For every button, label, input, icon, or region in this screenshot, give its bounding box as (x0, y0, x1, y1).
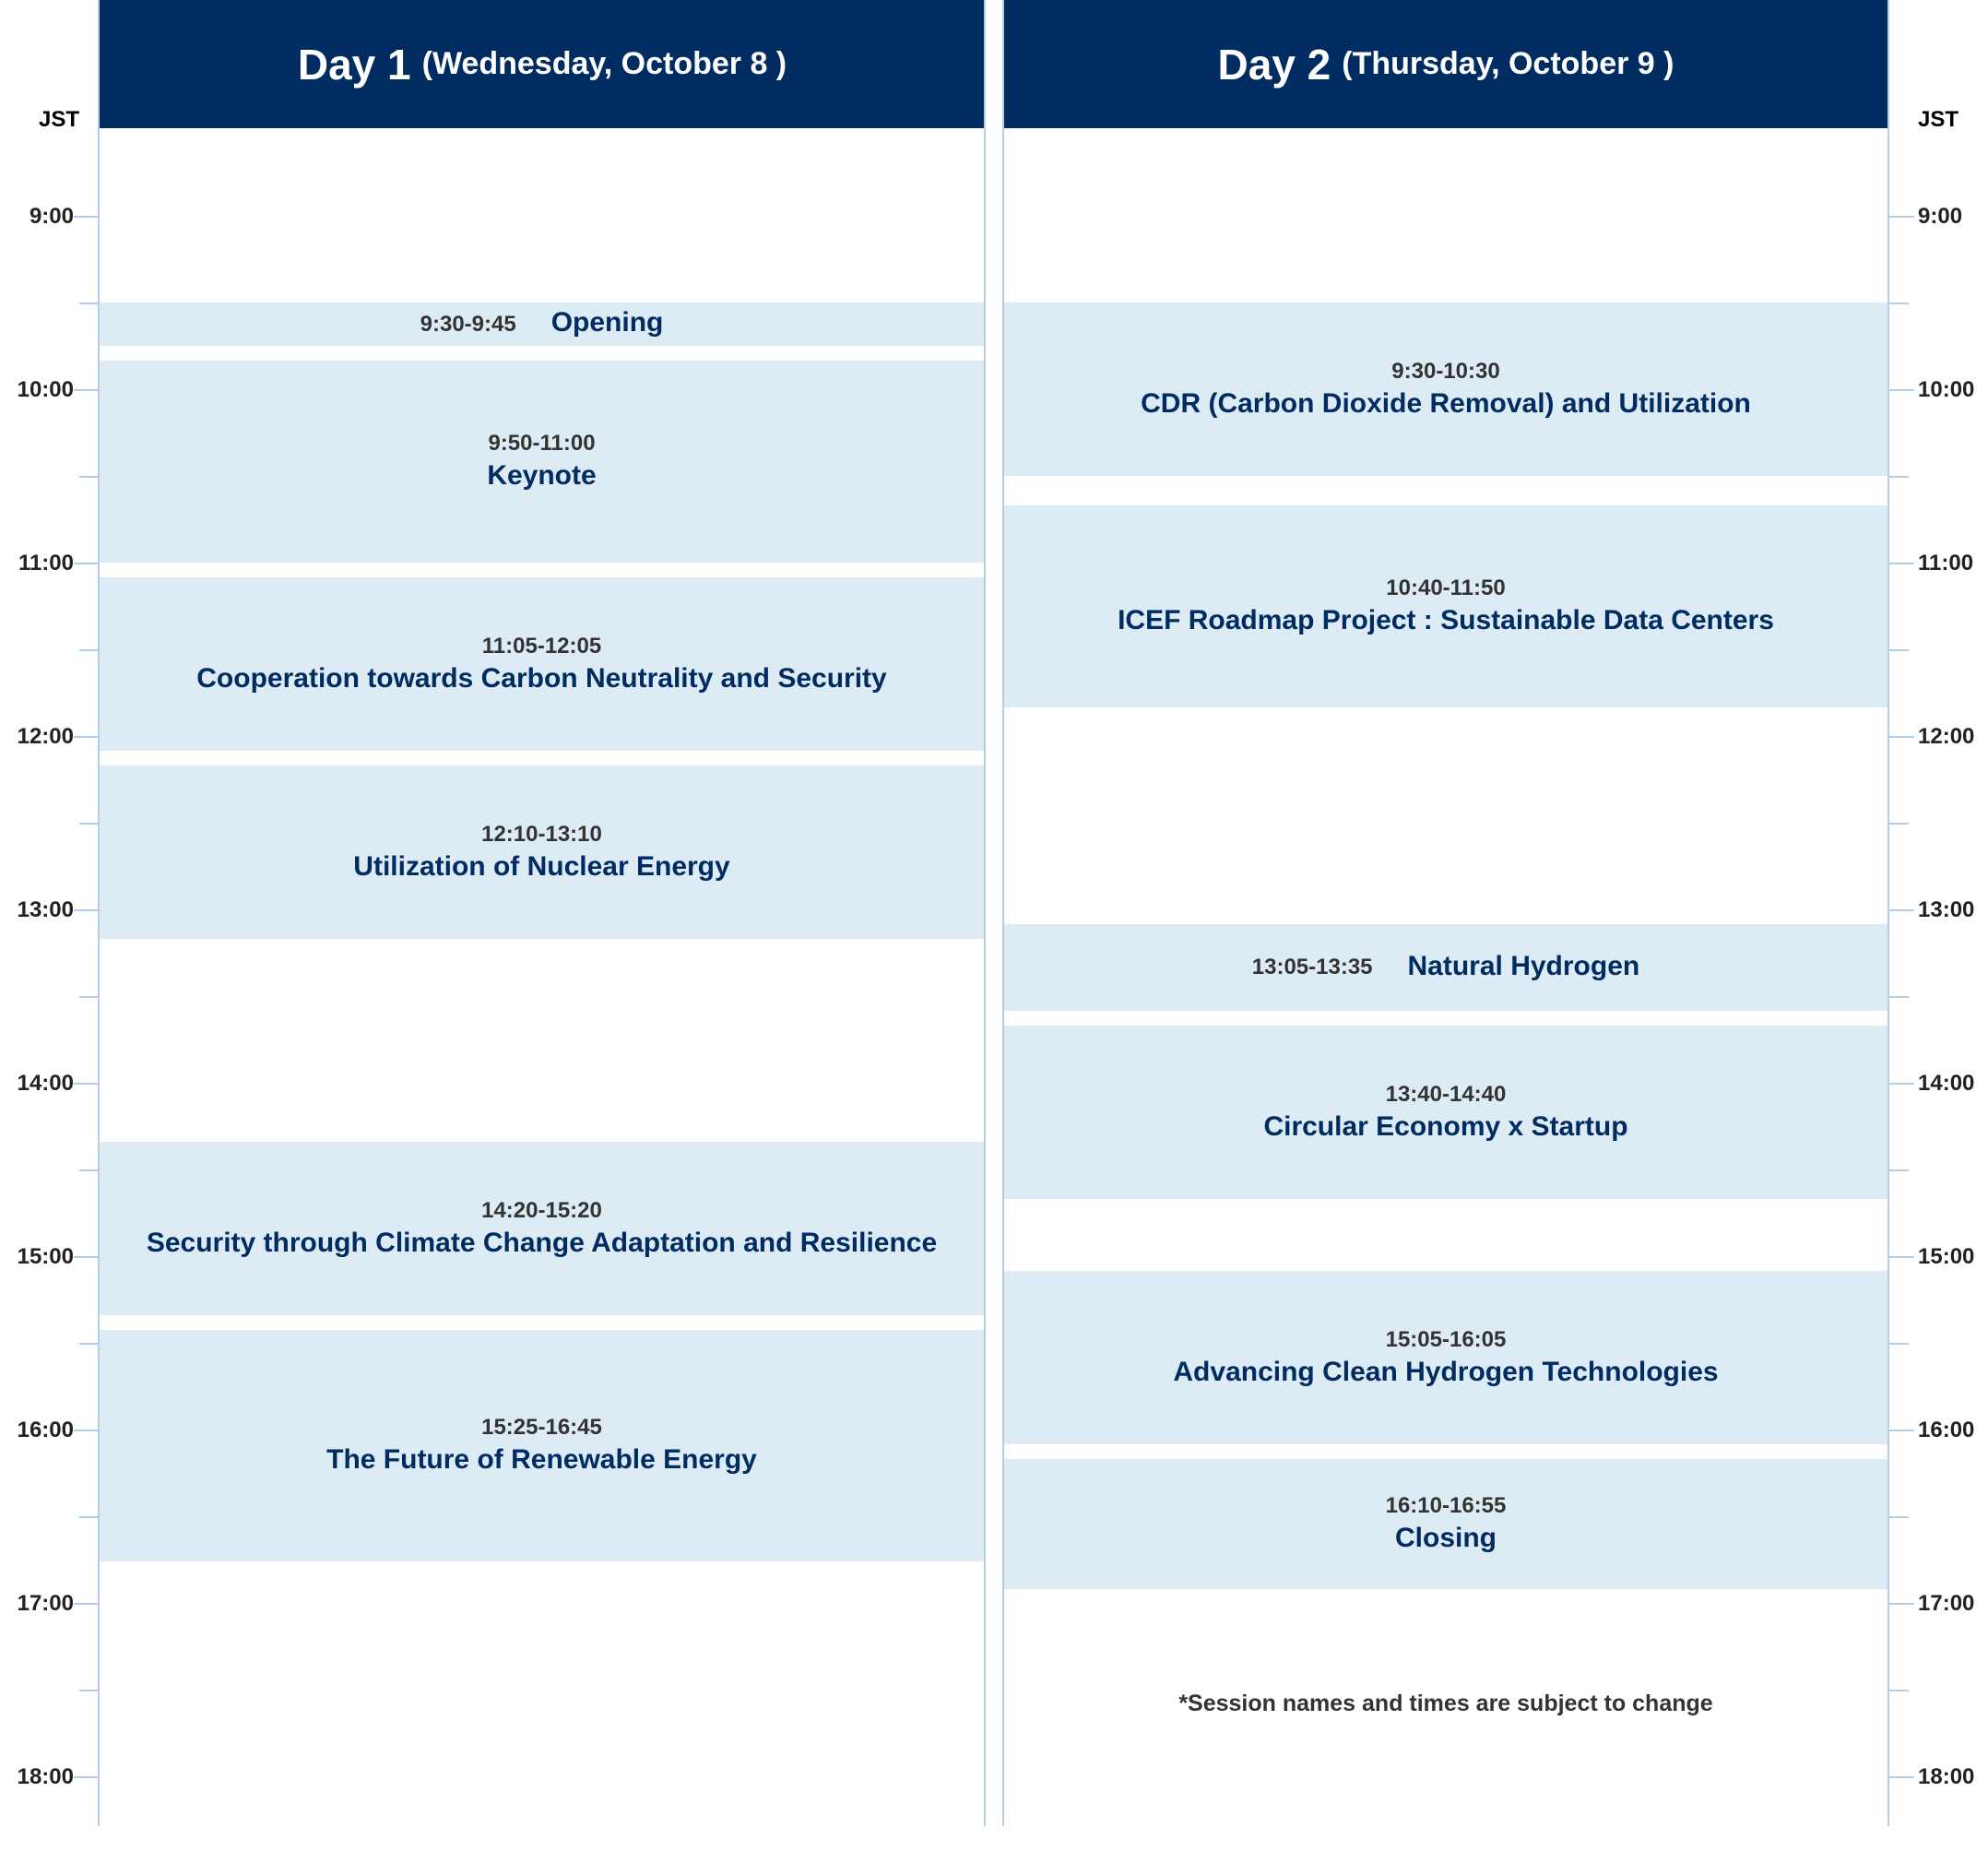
half-hour-tick (79, 823, 100, 825)
tick (1888, 1430, 1914, 1431)
tick (1888, 389, 1914, 391)
half-hour-tick (79, 1516, 100, 1518)
session-natural-hydrogen[interactable] (1004, 924, 1887, 1011)
session-time: 13:05-13:35 (1251, 955, 1373, 979)
session-title: Advancing Clean Hydrogen Technologies (1173, 1356, 1719, 1387)
half-hour-tick (1888, 823, 1909, 825)
tick (1888, 1256, 1914, 1258)
tick (74, 1430, 100, 1431)
session-icef-roadmap[interactable] (1004, 505, 1887, 707)
time-label: 9:00 (1918, 204, 1963, 229)
session-title: Security through Climate Change Adaptation and Resilience (146, 1227, 938, 1258)
half-hour-tick (1888, 649, 1909, 651)
tick (1888, 563, 1914, 564)
session-title: Cooperation towards Carbon Neutrality and Security (196, 662, 887, 694)
time-label: 14:00 (17, 1071, 74, 1096)
session-time: 9:30-9:45 (420, 311, 516, 337)
session-renewable-energy[interactable] (100, 1330, 984, 1561)
time-label: 17:00 (1918, 1591, 1975, 1616)
time-label: 18:00 (17, 1764, 74, 1789)
tick (74, 216, 100, 218)
session-title: Keynote (487, 460, 597, 491)
half-hour-tick (1888, 1169, 1909, 1171)
session-cooperation-carbon-neutrality[interactable] (100, 577, 984, 751)
time-label: 10:00 (1918, 377, 1975, 402)
tick (1888, 1083, 1914, 1085)
tick (74, 1256, 100, 1258)
time-label: 17:00 (17, 1591, 74, 1616)
day-1-title: Day 1 (297, 40, 411, 89)
session-title: ICEF Roadmap Project : Sustainable Data Centers (1118, 605, 1774, 635)
session-title: Circular Economy x Startup (1263, 1110, 1628, 1142)
half-hour-tick (1888, 1690, 1909, 1691)
day-2-date: (Thursday, October 9 ) (1342, 46, 1674, 81)
session-title: The Future of Renewable Energy (326, 1444, 757, 1475)
tick (1888, 736, 1914, 738)
tick (74, 1776, 100, 1778)
half-hour-tick (1888, 1516, 1909, 1518)
time-label: 9:00 (29, 204, 74, 229)
day-2-title: Day 2 (1217, 40, 1331, 89)
day-1-header (100, 0, 985, 128)
timezone-label-left: JST (39, 107, 80, 132)
timezone-label-right: JST (1918, 107, 1959, 132)
session-time: 15:05-16:05 (1385, 1326, 1507, 1352)
half-hour-tick (79, 303, 100, 304)
tick (74, 736, 100, 738)
time-label: 12:00 (1918, 724, 1975, 749)
tick (74, 909, 100, 911)
session-time: 11:05-12:05 (481, 633, 602, 659)
half-hour-tick (1888, 1343, 1909, 1345)
time-label: 11:00 (18, 551, 74, 576)
half-hour-tick (79, 1169, 100, 1171)
session-time: 9:50-11:00 (488, 431, 596, 456)
tick (1888, 216, 1914, 218)
session-time: 12:10-13:10 (481, 821, 602, 847)
tick (1888, 1603, 1914, 1605)
session-circular-economy[interactable] (1004, 1026, 1887, 1199)
half-hour-tick (79, 1690, 100, 1691)
time-label: 13:00 (1918, 897, 1975, 922)
tick (74, 563, 100, 564)
half-hour-tick (1888, 303, 1909, 304)
time-label: 14:00 (1918, 1071, 1975, 1096)
day-1-right-border (984, 0, 986, 1826)
session-time: 9:30-10:30 (1391, 358, 1500, 384)
session-title: Closing (1395, 1523, 1497, 1553)
time-label: 16:00 (1918, 1418, 1975, 1442)
session-time: 10:40-11:50 (1386, 576, 1506, 600)
day-2-header (1003, 0, 1888, 128)
time-label: 12:00 (17, 724, 74, 749)
tick (74, 1603, 100, 1605)
session-time: 15:25-16:45 (481, 1415, 602, 1440)
session-clean-hydrogen[interactable] (1004, 1271, 1887, 1444)
tick (74, 1083, 100, 1085)
half-hour-tick (1888, 996, 1909, 998)
time-label: 18:00 (1918, 1764, 1975, 1789)
session-time: 16:10-16:55 (1385, 1493, 1507, 1518)
session-climate-adaptation[interactable] (100, 1142, 984, 1315)
tick (1888, 909, 1914, 911)
day-2-right-border (1887, 0, 1889, 1826)
half-hour-tick (1888, 476, 1909, 478)
half-hour-tick (79, 649, 100, 651)
tick (1888, 1776, 1914, 1778)
session-cdr[interactable] (1004, 303, 1887, 476)
session-title: CDR (Carbon Dioxide Removal) and Utilization (1141, 387, 1751, 419)
session-closing[interactable] (1004, 1459, 1887, 1589)
time-label: 16:00 (17, 1418, 74, 1442)
session-title: Utilization of Nuclear Energy (353, 850, 730, 882)
session-opening[interactable] (100, 303, 984, 346)
time-label: 13:00 (17, 897, 74, 922)
session-nuclear-energy[interactable] (100, 765, 984, 939)
session-time: 14:20-15:20 (481, 1197, 602, 1223)
time-label: 15:00 (17, 1244, 74, 1269)
time-label: 15:00 (1918, 1244, 1975, 1269)
half-hour-tick (79, 476, 100, 478)
session-title: Natural Hydrogen (1407, 950, 1640, 981)
time-label: 10:00 (17, 377, 74, 402)
half-hour-tick (79, 996, 100, 998)
half-hour-tick (79, 1343, 100, 1345)
time-label: 11:00 (1918, 551, 1974, 576)
day-1-date: (Wednesday, October 8 ) (421, 46, 787, 81)
tick (74, 389, 100, 391)
disclaimer-note: *Session names and times are subject to change (1178, 1691, 1713, 1716)
session-time: 13:40-14:40 (1385, 1081, 1507, 1107)
session-title: Opening (550, 307, 664, 338)
session-keynote[interactable] (100, 361, 984, 563)
